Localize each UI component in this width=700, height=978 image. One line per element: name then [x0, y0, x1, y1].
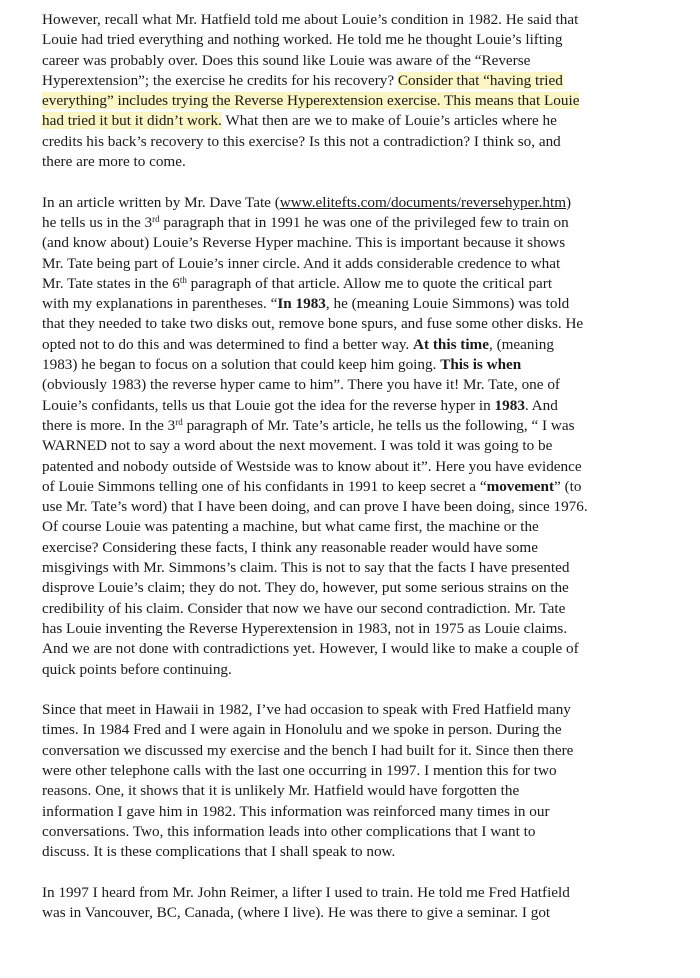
- text-line: disprove Louie’s claim; they do not. They do, however, put some serious strains on the: [42, 579, 569, 597]
- text-line: conversation we discussed my exercise and the bench I had built for it. Since then there: [42, 741, 574, 759]
- text-line: conversations. Two, this information leads into other complications that I want to: [42, 822, 536, 840]
- article-link[interactable]: www.elitefts.com/documents/reversehyper.htm: [279, 193, 567, 211]
- text-line: patented and nobody outside of Westside was to know about it”. Here you have evidence: [42, 457, 582, 475]
- text-line: [42, 416, 660, 436]
- bold-text: movement: [486, 477, 555, 495]
- text-line: use Mr. Tate’s word) that I have been doing, and can prove I have been doing, since 1976.: [42, 498, 588, 516]
- text-segment: with my explanations in parentheses. “: [42, 295, 278, 313]
- text-line: [42, 335, 660, 355]
- text-line: was in Vancouver, BC, Canada, (where I live). He was there to give a seminar. I got: [42, 904, 551, 922]
- bold-text: 1983: [494, 396, 525, 414]
- text-line: (and know about) Louie’s Reverse Hyper machine. This is important because it shows: [42, 234, 566, 252]
- text-segment: Louie’s confidants, tells us that Louie got the idea for the reverse hyper in: [42, 396, 495, 414]
- text-segment: 1983) he began to focus on a solution that could keep him going.: [42, 356, 441, 374]
- text-line: credits his back’s recovery to this exercise? Is this not a contradiction? I think so, and: [42, 132, 561, 150]
- text-line: career was probably over. Does this sound like Louie was aware of the “Reverse: [42, 51, 531, 69]
- text-line: [42, 294, 660, 314]
- text-line: there are more to come.: [42, 153, 186, 171]
- text-segment: Hyperextension”; the exercise he credits for his recovery?: [42, 71, 398, 89]
- text-line: credibility of his claim. Consider that now we have our second contradiction. Mr. Tate: [42, 599, 566, 617]
- text-line: (obviously 1983) the reverse hyper came to him”. There you have it! Mr. Tate, one of: [42, 376, 560, 394]
- text-segment: ” (to: [554, 477, 582, 495]
- text-segment: paragraph of that article. Allow me to quote the critical part: [186, 274, 553, 292]
- text-line: [42, 355, 660, 375]
- bold-text: At this time: [413, 335, 489, 353]
- text-line: Of course Louie was patenting a machine, but what came first, the machine or the: [42, 518, 539, 536]
- highlighted-text: Consider that “having tried: [397, 71, 563, 89]
- text-line: information I gave him in 1982. This information was reinforced many times in our: [42, 802, 550, 820]
- text-line: WARNED not to say a word about the next movement. I was told it was going to be: [42, 437, 553, 455]
- text-line: However, recall what Mr. Hatfield told me about Louie’s condition in 1982. He said that: [42, 11, 579, 28]
- ordinal-suffix: rd: [152, 213, 160, 224]
- highlighted-text: had tried it but it didn’t work.: [42, 112, 222, 130]
- text-line: Mr. Tate being part of Louie’s inner circle. And it adds considerable credence to what: [42, 254, 561, 272]
- text-segment: ): [566, 193, 572, 211]
- text-line: times. In 1984 Fred and I were again in Honolulu and we spoke in person. During the: [42, 721, 562, 739]
- paragraph-dave-tate-article: [42, 193, 660, 680]
- text-segment: he tells us in the 3: [42, 213, 153, 231]
- paragraph-hawaii-meet: [42, 700, 660, 862]
- text-segment: of Louie Simmons telling one of his confidants in 1991 to keep secret a “: [42, 477, 487, 495]
- text-line: [42, 213, 660, 233]
- bold-text: This is when: [440, 356, 522, 374]
- text-segment: Mr. Tate states in the 6: [42, 274, 180, 292]
- text-line: [42, 193, 660, 213]
- text-line: Since that meet in Hawaii in 1982, I’ve had occasion to speak with Fred Hatfield many: [42, 701, 571, 719]
- text-segment: opted not to do this and was determined to find a better way.: [42, 335, 414, 353]
- text-segment: . And: [524, 396, 558, 414]
- text-line: And we are not done with contradictions yet. However, I would like to make a couple of: [42, 640, 579, 658]
- text-segment: What then are we to make of Louie’s articles where he: [221, 112, 557, 130]
- text-segment: , he (meaning Louie Simmons) was told: [325, 295, 570, 313]
- highlighted-text: everything” includes trying the Reverse Hyperextension exercise. This means that Louie: [42, 92, 580, 110]
- paragraph-hatfield-1982: [42, 10, 660, 172]
- text-segment: , (meaning: [488, 335, 554, 353]
- paragraph-1997-reimer: [42, 883, 660, 924]
- text-line: misgivings with Mr. Simmons’s claim. This is not to say that the facts I have presented: [42, 559, 570, 577]
- text-line: discuss. It is these complications that I shall speak to now.: [42, 843, 396, 861]
- text-line: exercise? Considering these facts, I think any reasonable reader would have some: [42, 538, 538, 556]
- text-line: [42, 274, 660, 294]
- text-line: were other telephone calls with the last one occurring in 1997. I mention this for two: [42, 761, 557, 779]
- text-line: [42, 71, 660, 91]
- text-line: [42, 91, 660, 111]
- text-line: Louie had tried everything and nothing worked. He told me he thought Louie’s lifting: [42, 31, 563, 49]
- text-line: that they needed to take two disks out, remove bone spurs, and fuse some other disks. He: [42, 315, 584, 333]
- text-line: In 1997 I heard from Mr. John Reimer, a lifter I used to train. He told me Fred Hatfield: [42, 883, 570, 901]
- text-line: reasons. One, it shows that it is unlikely Mr. Hatfield would have forgotten the: [42, 782, 520, 800]
- text-line: quick points before continuing.: [42, 660, 232, 678]
- text-line: [42, 396, 660, 416]
- bold-text: In 1983: [277, 295, 326, 313]
- ordinal-suffix: th: [179, 274, 187, 285]
- text-line: has Louie inventing the Reverse Hyperextension in 1983, not in 1975 as Louie claims.: [42, 619, 568, 637]
- text-segment: paragraph of Mr. Tate’s article, he tells us the following, “ I was: [182, 416, 575, 434]
- text-line: [42, 477, 660, 497]
- text-segment: paragraph that in 1991 he was one of the privileged few to train on: [159, 213, 569, 231]
- text-line: [42, 111, 660, 131]
- text-segment: there is more. In the 3: [42, 416, 176, 434]
- ordinal-suffix: rd: [175, 416, 183, 427]
- text-segment: In an article written by Mr. Dave Tate (: [42, 193, 280, 211]
